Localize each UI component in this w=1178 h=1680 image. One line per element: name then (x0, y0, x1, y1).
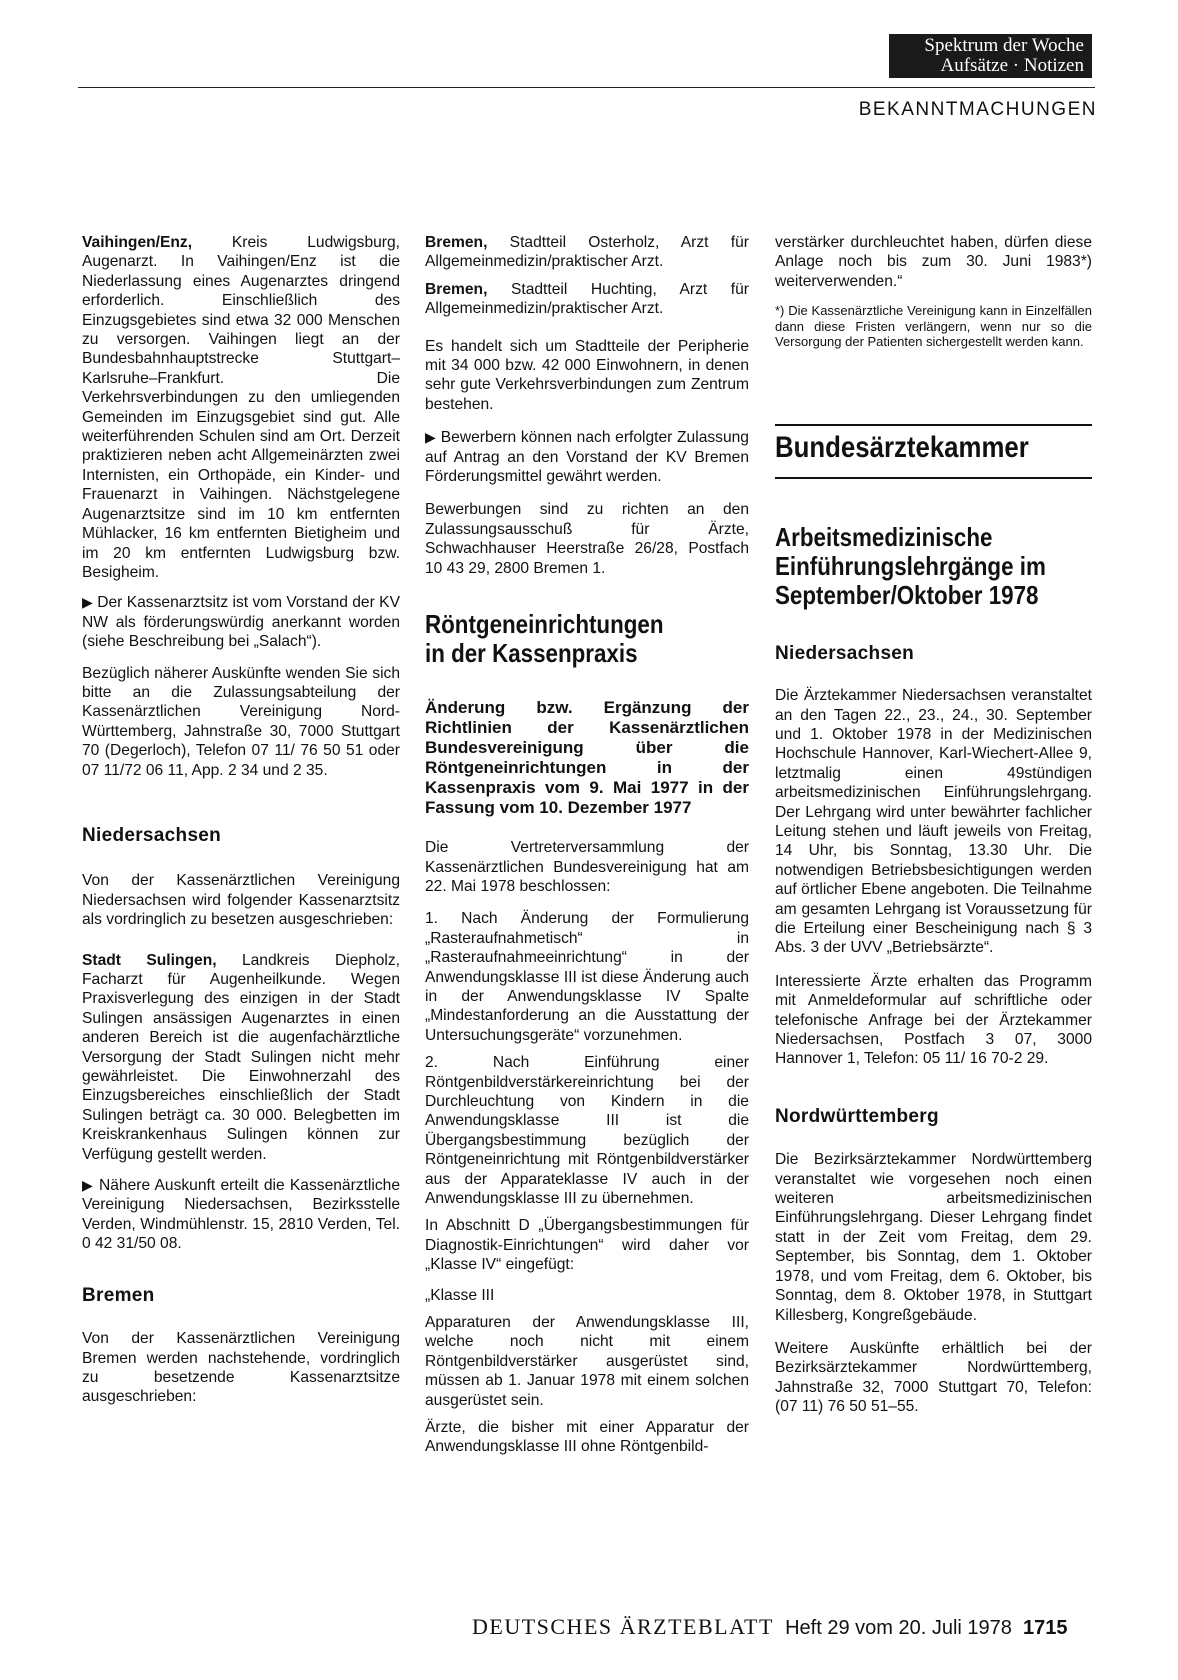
heading-bremen: Bremen (82, 1284, 155, 1306)
paragraph: ▶ Der Kassenarztsitz ist vom Vorstand der KV NW als förderungswürdig anerkannt worden (siehe Beschreibung bei „Salach“). (82, 594, 400, 651)
paragraph: „Klasse III (425, 1286, 495, 1304)
section-label-box (889, 34, 1092, 78)
paragraph: Bremen, Stadtteil Osterholz, Arzt für Allgemeinmedizin/praktischer Arzt. (425, 234, 749, 271)
paragraph: ▶ Bewerbern können nach erfolgter Zulassung auf Antrag an den Vorstand der KV Bremen Förderungsmittel gewährt werden. (425, 429, 749, 486)
place-name: Bremen, (425, 280, 488, 298)
section-label-line2: Aufsätze · Notizen (940, 55, 1084, 76)
place-name: Stadt Sulingen, (82, 951, 217, 969)
paragraph: Bezüglich näherer Auskünfte wenden Sie sich bitte an die Zulassungsabteilung der Kassenärztlichen Vereinigung Nord-Württemberg, Jahnstraße 30, 7000 Stuttgart 70 (Degerloch), Telefon 07 11/ 76 50 51 oder 07 11/72 06 11, App. 2 34 und 2 35. (82, 664, 400, 779)
paragraph: Es handelt sich um Stadtteile der Peripherie mit 34 000 bzw. 42 000 Einwohnern, in denen sehr gute Verkehrsverbindungen zum Zentrum bestehen. (425, 337, 749, 413)
paragraph: Ärzte, die bisher mit einer Apparatur der Anwendungsklasse III ohne Röntgenbild- (425, 1419, 749, 1456)
paragraph: Die Ärztekammer Niedersachsen veranstaltet an den Tagen 22., 23., 24., 30. September und 1. Oktober 1978 in der Medizinischen Hochschule Hannover, Karl-Wiechert-Allee 9, letztmalig einen 49stündigen arbeitsmedizinischen Einführungslehrgang. Der Lehrgang wird unter bewährter fachlicher Leitung stehen und läuft jeweils von Freitag, 14 Uhr, bis Sonntag, 13.30 Uhr. Die notwendigen Betriebsbesichtigungen werden auf örtlicher Ebene angeboten. Die Teilnahme am gesamten Lehrgang ist Voraussetzung für die Erteilung einer Bescheinigung nach § 3 Abs. 3 der UVV „Betriebsärzte“. (775, 687, 1092, 957)
paragraph: Bewerbungen sind zu richten an den Zulassungsausschuß für Ärzte, Schwachhauser Heerstraße 26/28, Postfach 10 43 29, 2800 Bremen 1. (425, 501, 749, 577)
column-3 (775, 233, 1092, 1432)
section-rule-bottom (775, 477, 1092, 479)
subheading: Änderung bzw. Ergänzung der Richtlinien der Kassenärztlichen Bundesvereinigung über die Röntgeneinrichtungen in der Kassenpraxis vom 9. Mai 1977 in der Fassung vom 10. Dezember 1977 (425, 698, 749, 818)
paragraph: Stadt Sulingen, Landkreis Diepholz, Facharzt für Augenheilkunde. Wegen Praxisverlegung des einzigen in der Stadt Sulingen ansässigen Augenarztes in einen anderen Bereich ist die augenfachärztliche Versorgung der Stadt Sulingen nicht mehr gewährleistet. Die Einwohnerzahl des Einzugsbereiches einschließlich der Stadt Sulingen beträgt ca. 30 000. Belegbetten im Kreiskrankenhaus Sulingen können zur Verfügung gestellt werden. (82, 951, 400, 1163)
paragraph: Weitere Auskünfte erhältlich bei der Bezirksärztekammer Nordwürttemberg, Jahnstraße 32, 7000 Stuttgart 70, Telefon: (07 11) 76 50 51–55. (775, 1339, 1092, 1416)
footnote: *) Die Kassenärztliche Vereinigung kann in Einzelfällen dann diese Fristen verlängern, wenn nur so die Versorgung der Patienten sichergestellt werden kann. (775, 303, 1092, 350)
arrow-right-icon: ▶ (425, 429, 437, 446)
paragraph: Interessierte Ärzte erhalten das Programm mit Anmeldeformular auf schriftliche oder telefonische Anfrage bei der Ärztekammer Niedersachsen, Postfach 3 07, 3000 Hannover 1, Telefon: 05 11/ 16 70-2 29. (775, 972, 1092, 1068)
paragraph: Die Bezirksärztekammer Nordwürttemberg veranstaltet wie vorgesehen noch einen weiteren arbeitsmedizinischen Einführungslehrgang. Dieser Lehrgang findet statt in der Zeit vom Freitag, dem 29. September, bis Sonntag, dem 1. Oktober 1978, und vom Freitag, dem 6. Oktober, bis Sonntag, dem 8. Oktober 1978, in Stuttgart Killesberg, Kongreßgebäude. (775, 1151, 1092, 1324)
section-rule-top (775, 424, 1092, 426)
arrow-right-icon: ▶ (82, 1177, 94, 1194)
section-title: BEKANNTMACHUNGEN (858, 99, 1097, 120)
paragraph: Bremen, Stadtteil Huchting, Arzt für Allgemeinmedizin/praktischer Arzt. (425, 280, 749, 318)
paragraph: 1. Nach Änderung der Formulierung „Rasteraufnahmetisch“ in „Rasteraufnahmeeinrichtung“ in der Anwendungsklasse III ist diese Änderung auch in der Anwendungsklasse IV Spalte „Mindestanforderung an die Ausstattung der Untersuchungsgeräte“ vorzunehmen. (425, 910, 749, 1044)
heading-niedersachsen: Niedersachsen (82, 824, 222, 846)
paragraph: Vaihingen/Enz, Kreis Ludwigsburg, Augenarzt. In Vaihingen/Enz ist die Niederlassung eines Augenarztes dringend erforderlich. Einschließlich des Einzugsgebietes sind etwa 32 000 Menschen zu versorgen. Vaihingen liegt an der Bundesbahnhauptstrecke Stuttgart–Karlsruhe–Frankfurt. Die Verkehrsverbindungen zu den umliegenden Gemeinden im Einzugsgebiet sind gut. Alle weiterführenden Schulen sind am Ort. Derzeit praktizieren neben acht Allgemeinärzten zwei Internisten, ein Orthopäde, ein Kinder- und Frauenarzt in Vaihingen. Nächstgelegene Augenarztsitze sind im 10 km entfernten Mühlacker, 16 km entfernten Bietigheim und im 20 km entfernten Ludwigsburg bzw. Besigheim. (82, 234, 400, 581)
arrow-right-icon: ▶ (82, 594, 93, 611)
paragraph: In Abschnitt D „Übergangsbestimmungen für Diagnostik-Einrichtungen“ wird daher vor „Klasse IV“ eingefügt: (425, 1217, 749, 1274)
place-name: Bremen, (425, 234, 488, 251)
journal-name: DEUTSCHES ÄRZTEBLATT (472, 1614, 774, 1639)
heading-arbeitsmedizin: Arbeitsmedizinische Einführungslehrgänge im September/Oktober 1978 (775, 521, 1046, 610)
place-name: Vaihingen/Enz, (82, 234, 193, 251)
column-1 (82, 233, 400, 1422)
heading-bundesaerztekammer: Bundesärztekammer (775, 430, 1029, 464)
paragraph: Von der Kassenärztlichen Vereinigung Niedersachsen wird folgender Kassenarztsitz als vordringlich zu besetzen ausgeschrieben: (82, 872, 400, 929)
paragraph: Die Vertreterversammlung der Kassenärztlichen Bundesvereinigung hat am 22. Mai 1978 beschlossen: (425, 839, 749, 895)
page-number: 1715 (1023, 1617, 1068, 1639)
paragraph: verstärker durchleuchtet haben, dürfen diese Anlage noch bis zum 30. Juni 1983*) weiterverwenden.“ (775, 234, 1092, 290)
paragraph: 2. Nach Einführung einer Röntgenbildverstärkereinrichtung bei der Durchleuchtung von Kindern in die Anwendungsklasse III ist die Übergangsbestimmung bezüglich der Röntgeneinrichtung mit Röntgenbildverstärker aus der Apparateklasse IV auch in der Anwendungsklasse III zu übernehmen. (425, 1054, 749, 1207)
column-2 (425, 233, 749, 1472)
paragraph: ▶ Nähere Auskunft erteilt die Kassenärztliche Vereinigung Niedersachsen, Bezirksstelle Verden, Windmühlenstr. 15, 2810 Verden, Tel. 0 42 31/50 08. (82, 1177, 400, 1253)
header-rule (78, 87, 1095, 88)
section-label-line1: Spektrum der Woche (924, 35, 1084, 56)
heading-roentgen: Röntgeneinrichtungen in der Kassenpraxis (425, 609, 664, 669)
paragraph: Von der Kassenärztlichen Vereinigung Bremen werden nachstehende, vordringlich zu besetzende Kassenarztsitze ausgeschrieben: (82, 1330, 400, 1406)
heading-nordwuerttemberg: Nordwürttemberg (775, 1105, 939, 1127)
page-footer (472, 1614, 1092, 1640)
issue-info: Heft 29 vom 20. Juli 1978 (785, 1617, 1012, 1639)
paragraph: Apparaturen der Anwendungsklasse III, welche noch nicht mit einem Röntgenbildverstärker ausgerüstet sind, müssen ab 1. Januar 1978 mit einem solchen ausgerüstet sein. (425, 1314, 749, 1409)
heading-niedersachsen: Niedersachsen (775, 642, 915, 664)
